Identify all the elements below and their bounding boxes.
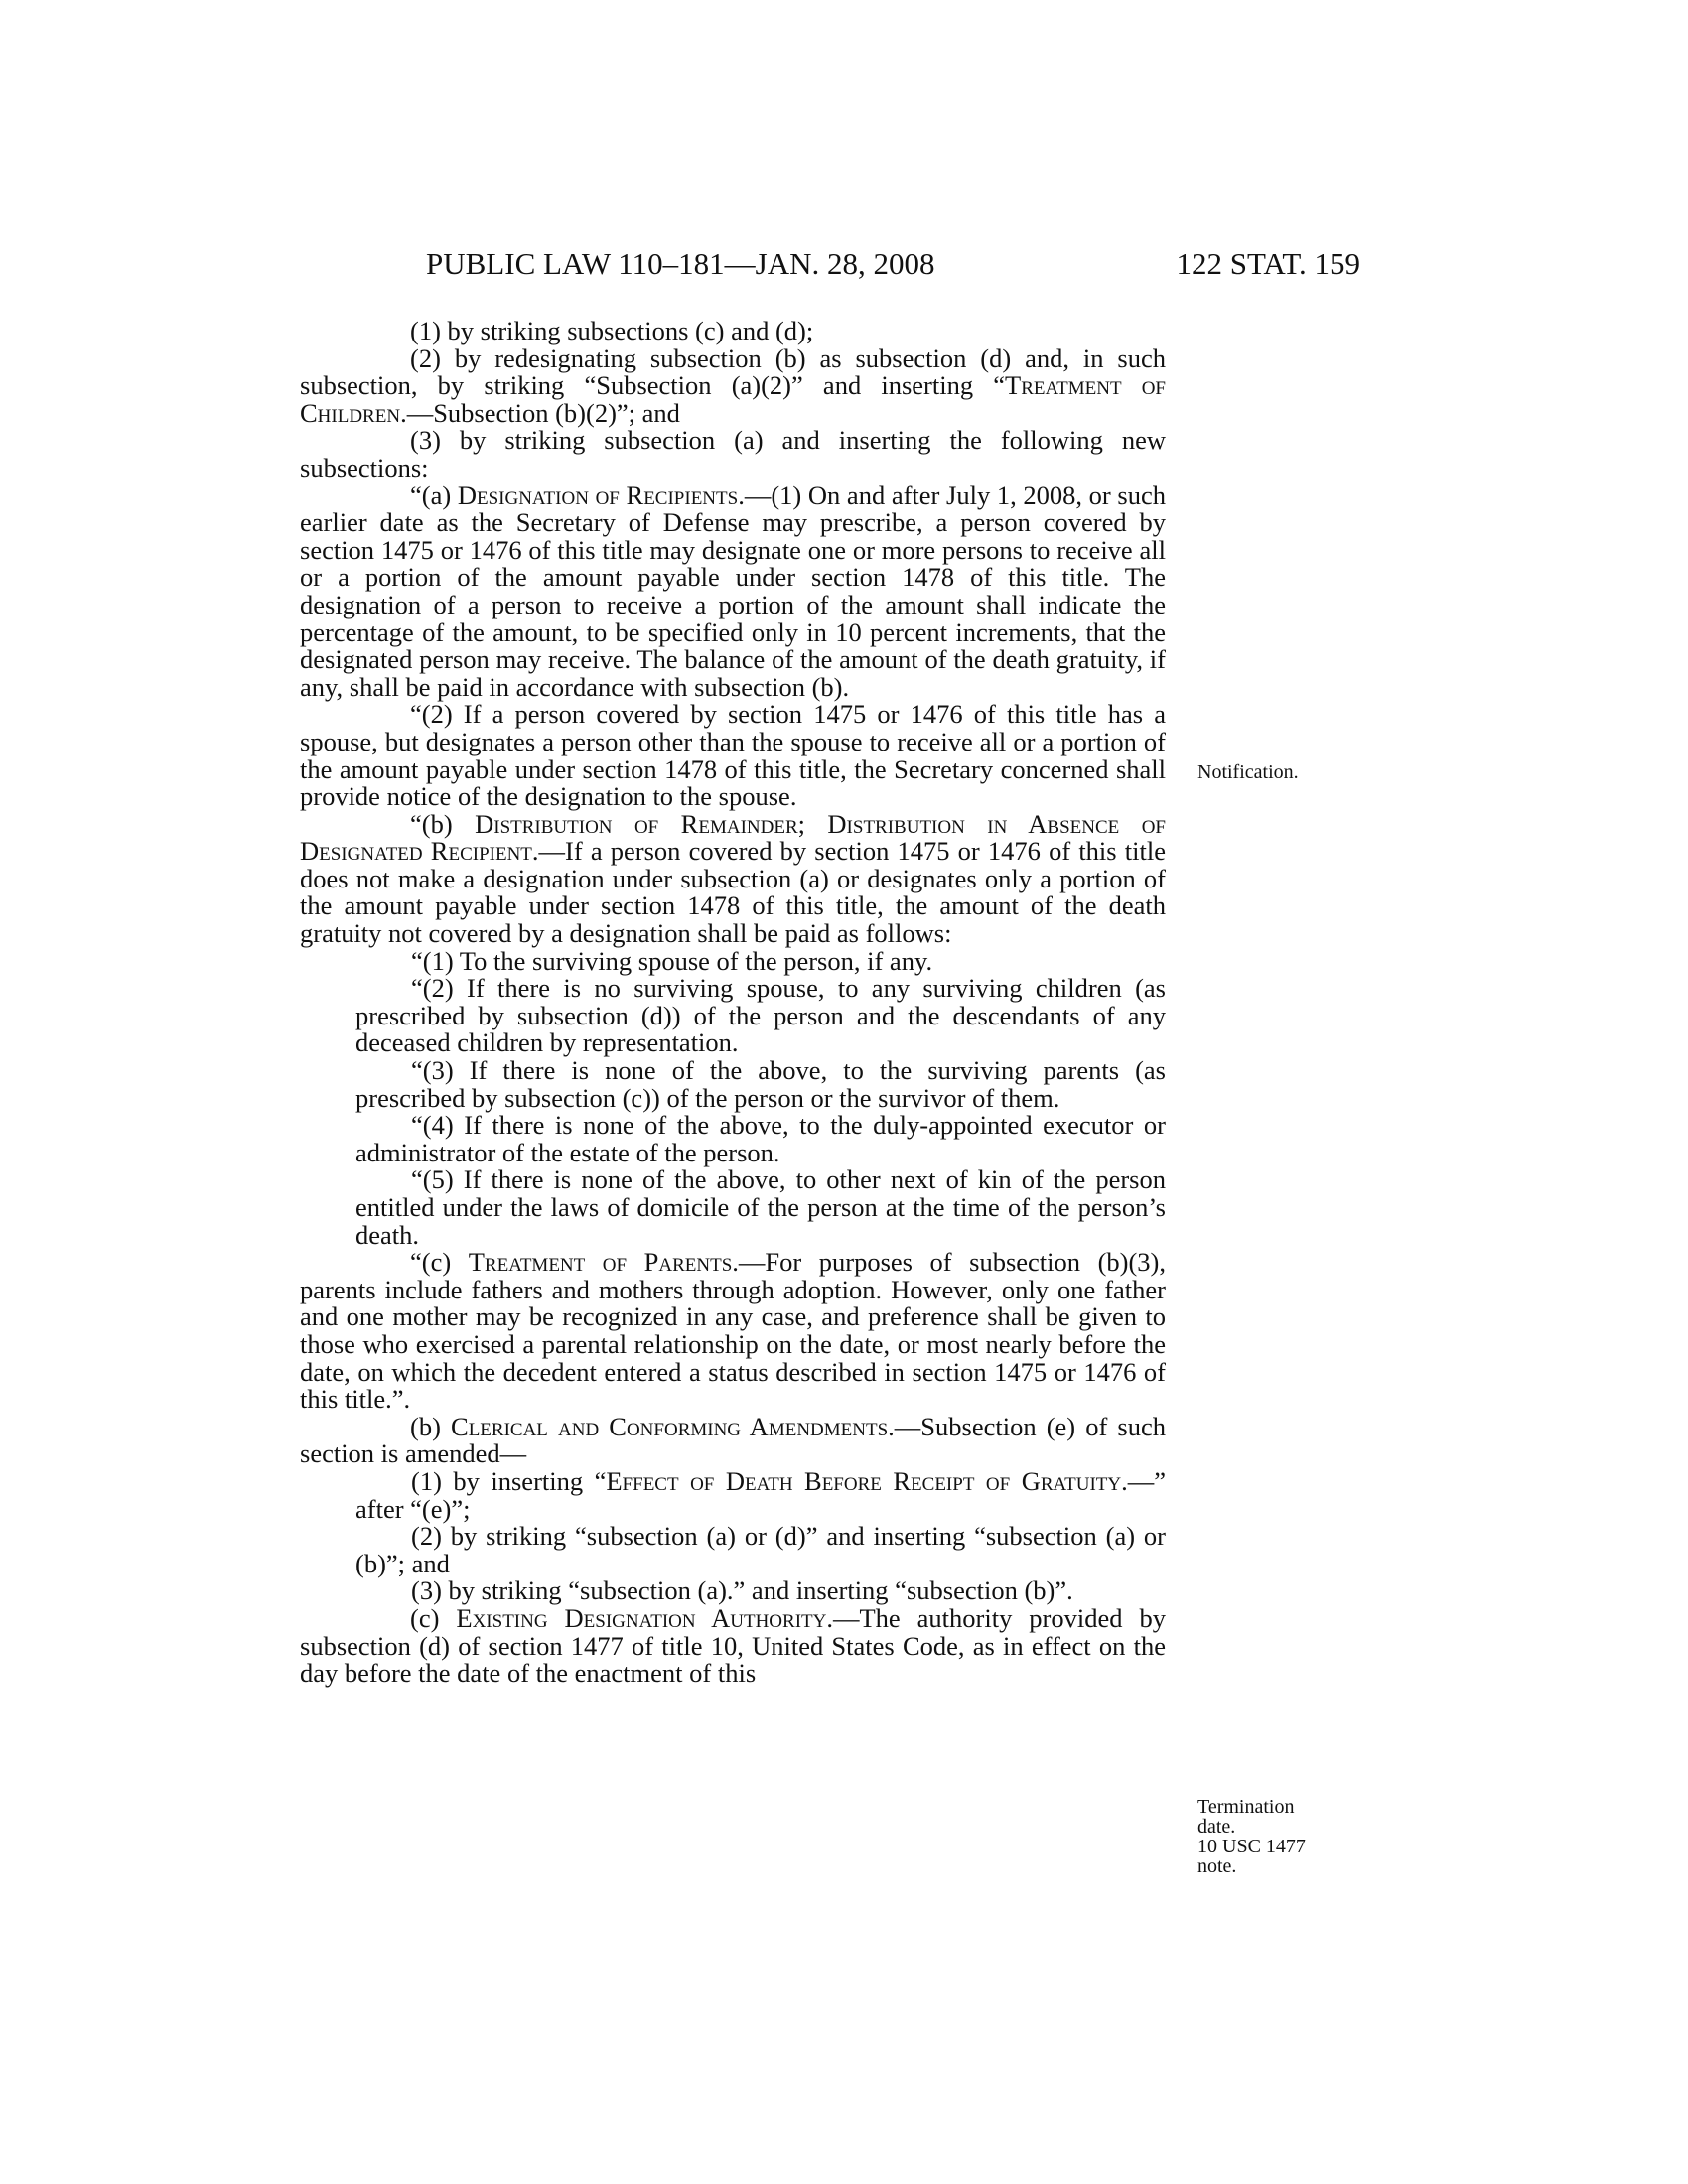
public-law-citation: PUBLIC LAW 110–181—JAN. 28, 2008	[426, 246, 935, 281]
subsection-c: “(c) Treatment of Parents.—For purposes of subsection (b)(3), parents include fathers and mothers through adoption. However, only one father and one mother may be recognized in any case, and preference shall be given to those who exercised a parental relationship on the date, or most nearly before the date, on which the decedent entered a status described in section 1475 or 1476 of this title.”.	[300, 1247, 1167, 1415]
amendment-item-1: (1) by striking subsections (c) and (d);	[410, 316, 814, 345]
clerical-item-1: (1) by inserting “Effect of Death Before Receipt of Gratuity.—” after “(e)”;	[355, 1465, 1166, 1524]
running-header	[298, 246, 1360, 286]
distribution-item-5: “(5) If there is none of the above, to other next of kin of the person entitled under the laws of domicile of the person at the time of the person’s death.	[355, 1164, 1166, 1250]
distribution-item-4: “(4) If there is none of the above, to the duly-appointed executor or administrator of the estate of the person.	[355, 1110, 1166, 1167]
subsection-a-paragraph-2: “(2) If a person covered by section 1475 or 1476 of this title has a spouse, but designates a person other than the spouse to receive all or a portion of the amount payable under section 1478 of this title, the Secretary concerned shall provide notice of the designation to the spouse.	[300, 699, 1166, 812]
distribution-item-2: “(2) If there is no surviving spouse, to any surviving children (as prescribed by subsection (d)) of the person and the descendants of any deceased children by representation.	[355, 973, 1166, 1058]
existing-designation-authority: (c) Existing Designation Authority.—The authority provided by subsection (d) of section 1477 of title 10, United States Code, as in effect on the day before the date of the enactment of this	[300, 1602, 1166, 1689]
statute-page-number: 122 STAT. 159	[1176, 246, 1360, 281]
clerical-item-3: (3) by striking “subsection (a).” and inserting “subsection (b)”.	[411, 1575, 1073, 1606]
amendment-item-3: (3) by striking subsection (a) and inserting the following new subsections:	[300, 425, 1166, 482]
subsection-b: “(b) Distribution of Remainder; Distribution in Absence of Designated Recipient.—If a person covered by section 1475 or 1476 of this title does not make a designation under subsection (a) or designates only a portion of the amount payable under section 1478 of this title, the amount of the death gratuity not covered by a designation shall be paid as follows:	[300, 808, 1166, 949]
distribution-item-3: “(3) If there is none of the above, to the surviving parents (as prescribed by subsection (c)) of the person or the survivor of them.	[355, 1055, 1166, 1113]
statute-body	[300, 318, 1166, 1688]
distribution-item-1: “(1) To the surviving spouse of the person, if any.	[411, 945, 933, 976]
amendment-item-2: (2) by redesignating subsection (b) as subsection (d) and, in such subsection, by striking “Subsection (a)(2)” and inserting “Treatment of Children.—Subsection (b)(2)”; and	[300, 342, 1166, 428]
margin-note-notification: Notification.	[1197, 761, 1299, 783]
clerical-item-2: (2) by striking “subsection (a) or (d)” and inserting “subsection (a) or (b)”; and	[355, 1521, 1166, 1578]
subsection-a: “(a) Designation of Recipients.—(1) On and after July 1, 2008, or such earlier date as the Secretary of Defense may prescribe, a person covered by section 1475 or 1476 of this title may designate one or more persons to receive all or a portion of the amount payable under section 1478 of this title. The designation of a person to receive a portion of the amount shall indicate the percentage of the amount, to be specified only in 10 percent increments, that the designated person may receive. The balance of the amount of the death gratuity, if any, shall be paid in accordance with subsection (b).	[300, 479, 1166, 702]
clerical-amendments: (b) Clerical and Conforming Amendments.—Subsection (e) of such section is amended—	[300, 1411, 1166, 1469]
margin-note-termination: Termination date. 10 USC 1477 note.	[1197, 1796, 1306, 1877]
